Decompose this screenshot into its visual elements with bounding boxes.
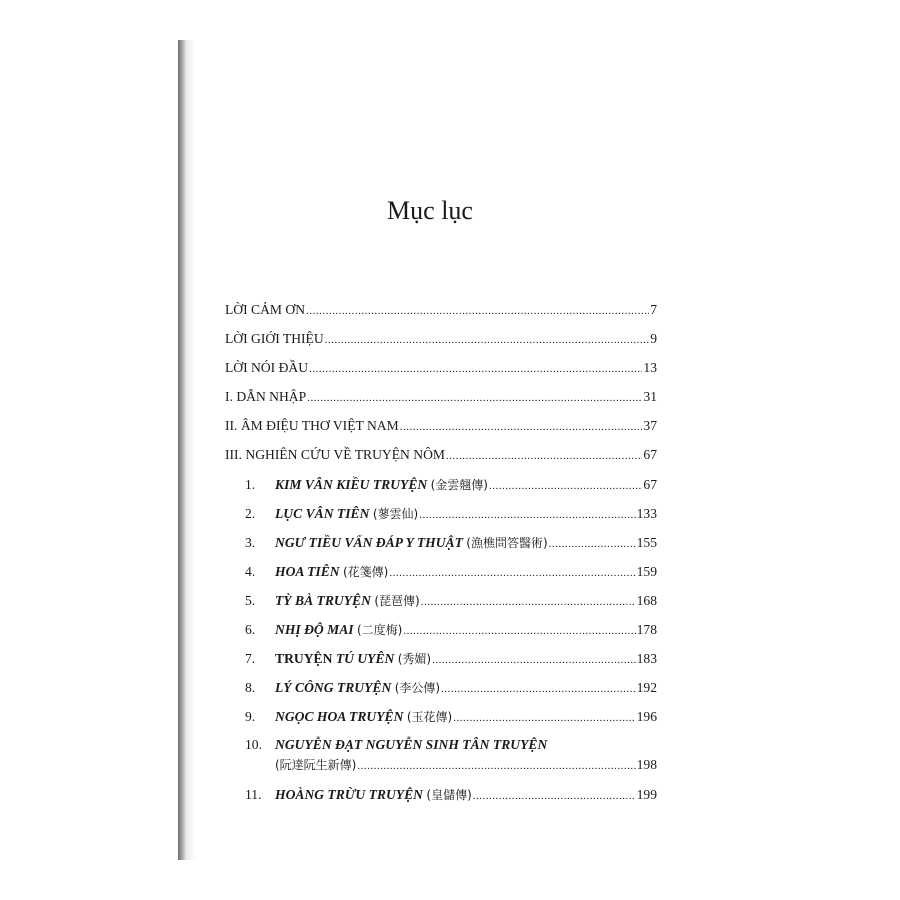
- toc-sub-page: 155: [636, 535, 657, 550]
- toc-sub-number: 6.: [245, 622, 256, 637]
- toc-sub-han: (皇儲傳): [426, 788, 472, 802]
- toc-sub-han: (玉花傳): [406, 710, 453, 724]
- toc-sub-title-prefix: TRUYỆN: [275, 651, 333, 666]
- toc-sub-entry[interactable]: [225, 737, 657, 756]
- book-spine-shadow: [178, 40, 186, 860]
- toc-sub-entry[interactable]: [225, 786, 657, 815]
- toc-sub-entry[interactable]: [225, 476, 657, 505]
- toc-sub-page: 67: [643, 477, 657, 492]
- dot-leader: [419, 509, 635, 521]
- toc-sub-number: 11.: [245, 787, 262, 802]
- toc-entry-page: 9: [650, 331, 657, 346]
- toc-sub-page: 199: [636, 787, 657, 802]
- toc-sub-title: NGUYỄN ĐẠT NGUYỄN SINH TÂN TRUYỆN: [275, 737, 548, 752]
- toc-entry-title: II. ÂM ĐIỆU THƠ VIỆT NAM: [225, 418, 399, 433]
- toc-sub-han: (二度梅): [356, 623, 403, 637]
- toc-sub-page: 178: [636, 622, 657, 637]
- toc-entry-page: 7: [650, 302, 657, 317]
- page-title: Mục lục: [387, 196, 473, 225]
- toc-sub-number: 10.: [245, 737, 262, 752]
- dot-leader: [306, 305, 649, 317]
- toc-sub-entry[interactable]: [225, 534, 657, 563]
- dot-leader: [403, 625, 635, 637]
- toc-sub-entry[interactable]: [225, 563, 657, 592]
- toc-entry-title: LỜI CẢM ƠN: [225, 302, 306, 317]
- toc-sub-number: 9.: [245, 709, 256, 724]
- toc-sub-page: 168: [636, 593, 657, 608]
- dot-leader: [549, 538, 636, 550]
- toc-sub-number: 4.: [245, 564, 256, 579]
- dot-leader: [473, 790, 636, 802]
- toc-sub-title: LỤC VÂN TIÊN: [275, 506, 370, 521]
- dot-leader: [489, 480, 642, 492]
- gutter-shadow: [186, 40, 196, 860]
- toc-sub-han: (秀媚): [397, 652, 432, 666]
- toc-entry-title: LỜI NÓI ĐẦU: [225, 360, 309, 375]
- toc-sub-title: LÝ CÔNG TRUYỆN: [275, 680, 392, 695]
- dot-leader: [357, 760, 635, 772]
- toc-sub-entry[interactable]: [225, 592, 657, 621]
- dot-leader: [446, 450, 642, 462]
- toc-sub-han: (琵琶傳): [374, 594, 420, 608]
- toc-entry-page: 13: [643, 360, 657, 375]
- toc-sub-entry[interactable]: [225, 650, 657, 679]
- dot-leader: [441, 683, 636, 695]
- dot-leader: [421, 596, 636, 608]
- toc-sub-page: 183: [636, 651, 657, 666]
- toc-sub-number: 7.: [245, 651, 256, 666]
- toc-sub-han: (蓼雲仙): [372, 507, 419, 521]
- toc-sub-number: 5.: [245, 593, 256, 608]
- toc-sub-number: 8.: [245, 680, 256, 695]
- toc-sub-page: 133: [636, 506, 657, 521]
- toc-sub-title: TỲ BÀ TRUYỆN: [275, 593, 371, 608]
- dot-leader: [309, 363, 642, 375]
- toc-sub-page: 198: [636, 757, 657, 772]
- toc-entry-title: LỜI GIỚI THIỆU: [225, 331, 324, 346]
- toc-sub-page: 196: [636, 709, 657, 724]
- toc-sub-entry[interactable]: [225, 679, 657, 708]
- toc-sub-title: NHỊ ĐỘ MAI: [275, 622, 354, 637]
- toc-entry-nom-studies[interactable]: [225, 447, 657, 476]
- toc-entry-title: I. DẪN NHẬP: [225, 389, 307, 404]
- toc-sub-title: NGƯ TIỀU VẤN ĐÁP Y THUẬT: [275, 535, 463, 550]
- dot-leader: [325, 334, 650, 346]
- toc-entry-page: 67: [643, 447, 657, 462]
- toc-sub-number: 2.: [245, 506, 256, 521]
- toc-sub-title: HOÀNG TRỪU TRUYỆN: [275, 787, 423, 802]
- toc-sub-han: (阮達阮生新傳): [275, 758, 357, 772]
- toc-sub-han: (花箋傳): [343, 565, 389, 579]
- toc-sub-title: TÚ UYÊN: [335, 651, 395, 666]
- toc-sub-number: 1.: [245, 477, 256, 492]
- toc-sub-entry-continued[interactable]: [225, 756, 657, 786]
- toc-sub-page: 159: [636, 564, 657, 579]
- toc-sub-title: NGỌC HOA TRUYỆN: [275, 709, 404, 724]
- dot-leader: [432, 654, 635, 666]
- toc-sub-han: (金雲翹傳): [430, 478, 488, 492]
- toc-entry-page: 37: [643, 418, 657, 433]
- dot-leader: [453, 712, 635, 724]
- table-of-contents: [225, 302, 657, 815]
- toc-entry-title: III. NGHIÊN CỨU VỀ TRUYỆN NÔM: [225, 447, 445, 462]
- toc-sub-title: KIM VÂN KIỀU TRUYỆN: [275, 477, 428, 492]
- toc-sub-title: HOA TIÊN: [275, 564, 340, 579]
- toc-entry-introduction[interactable]: [225, 331, 657, 360]
- dot-leader: [389, 567, 635, 579]
- toc-sub-han: (漁樵問答醫術): [466, 536, 548, 550]
- dot-leader: [307, 392, 642, 404]
- toc-sub-page: 192: [636, 680, 657, 695]
- toc-sub-entry[interactable]: [225, 708, 657, 737]
- toc-entry-preface[interactable]: [225, 360, 657, 389]
- dot-leader: [400, 421, 643, 433]
- toc-entry-poetry-tones[interactable]: [225, 418, 657, 447]
- toc-sub-entry[interactable]: [225, 621, 657, 650]
- toc-sub-han: (李公傳): [394, 681, 441, 695]
- toc-sub-number: 3.: [245, 535, 256, 550]
- toc-entry-lead-in[interactable]: [225, 389, 657, 418]
- toc-entry-acknowledgements[interactable]: [225, 302, 657, 331]
- toc-entry-page: 31: [643, 389, 657, 404]
- toc-sub-entry[interactable]: [225, 505, 657, 534]
